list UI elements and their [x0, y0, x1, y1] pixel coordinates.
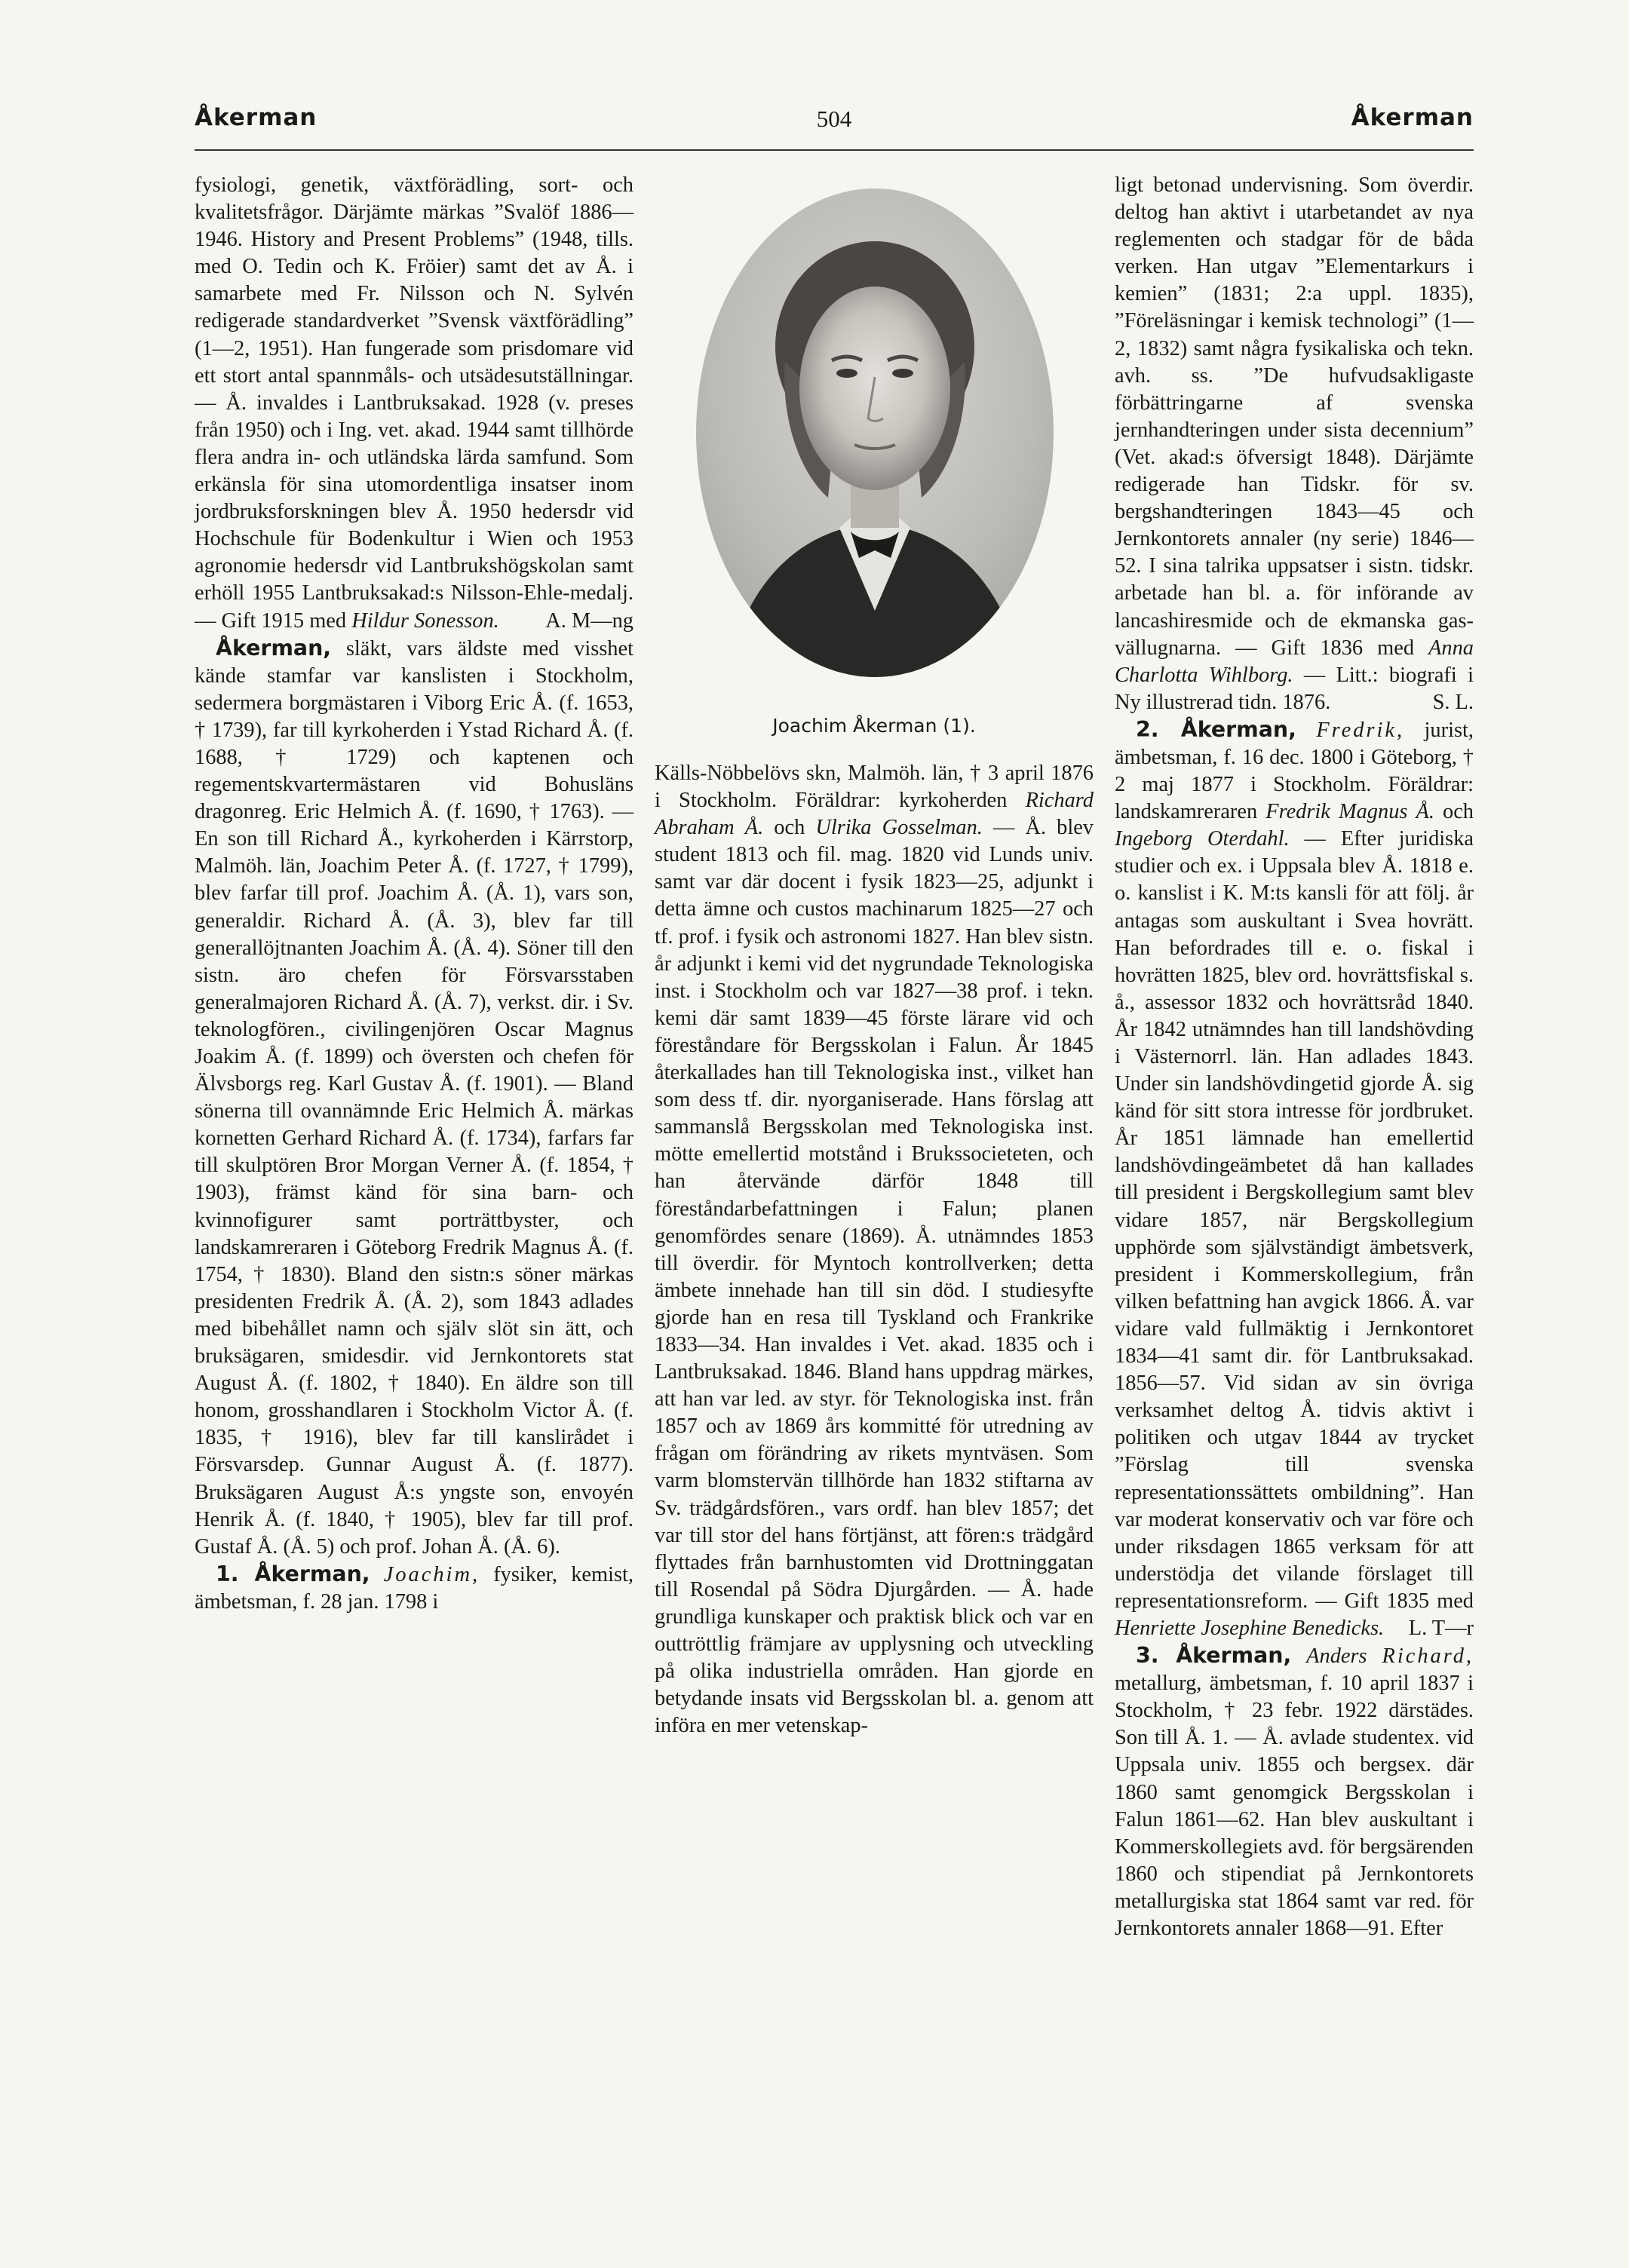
entry-given-name: Richard, — [1382, 1644, 1474, 1669]
page-number: 504 — [816, 106, 852, 132]
paragraph-text: släkt, vars äldste med visshet kände stamfar var kanslisten i Stockholm, sedermera borgmästaren i Viborg Eric Å. (f. 1653, † 1739), far till kyrkoherden i Ystad Richard Å. (f. 1688, † 1729) och kaptenen och regementskvartermästaren vid Bohusläns dragonreg. Eric Helmich Å. (f. 1690, † 1763). — En son till Richard Å., kyrkoherden i Kärrstorp, Malmöh. län, Joachim Peter Å. (f. 1727, † 1799), blev farfar till prof. Joachim Å. (Å. 1), vars son, generaldir. Richard Å. (Å. 3), blev far till generallöjtnanten Joachim Å. (Å. 4). Söner till den sistn. äro chefen för Försvarsstaben generalmajoren Richard Å. (Å. 7), verkst. dir. i Sv. teknologfören., civilingenjören Oscar Magnus Joakim Å. (f. 1899) och översten och chefen för Älvsborgs reg. Karl Gustav Å. (f. 1901). — Bland sönerna till ovannämnde Eric Helmich Å. märkas kornetten Gerhard Richard Å. (f. 1734), farfars far till skulptören Bror Morgan Verner Å. (f. 1854, † 1903), främst känd för sina barn- och kvinnofigurer samt porträttbyster, och landskamreraren i Göteborg Fredrik Magnus Å. (f. 1754, † 1830). Bland den sistn:s söner märkas presidenten Fredrik Å. (Å. 2), som 1843 adlades med bibehållet namn och själv slöt sin ätt, och bruksägaren, smidesdir. vid Jernkontorets stat August Å. (f. 1802, † 1840). En äldre son till honom, grosshandlaren i Stockholm Victor Å. (f. 1835, † 1916), blev far till kanslirådet i Försvarsdep. Gunnar August Å. (f. 1877). Bruksägaren August Å:s yngste son, envoyén Henrik Å. (f. 1840, † 1905), blev far till prof. Gustaf Å. (Å. 5) och prof. Johan Å. (Å. 6). — [195, 636, 634, 1558]
family-entry — [195, 635, 634, 1561]
entry-headword: 1. Åkerman, — [216, 1561, 370, 1586]
entry-3-start — [1115, 1642, 1474, 1942]
paragraph-text: — Litt.: biografi i Ny illustrerad tidn. 1876. — [1115, 663, 1474, 714]
paragraph-text: och — [1434, 800, 1474, 824]
paragraph-text: fysiker, kemist, ämbetsman, f. 28 jan. 1798 i — [195, 1562, 634, 1614]
entry-1-conclusion — [1115, 172, 1474, 716]
spouse-name: Henriette Josephine Benedicks. — [1115, 1616, 1385, 1640]
portrait-figure — [655, 175, 1094, 748]
entry-headword: 2. Åkerman, — [1136, 716, 1296, 742]
father-name: Richard Abraham Å. — [655, 789, 1094, 840]
middle-column — [655, 760, 1094, 1739]
paragraph-text: ligt betonad undervisning. Som överdir. deltog han aktivt i utarbetandet av nya reglementen och stadgar för de båda verken. Han utgav ”Elementarkurs i kemien” (1831; 2:a uppl. 1835), ”Föreläsningar i kemisk technologi” (1—2, 1832) samt några fysikaliska och tekn. avh. ss. ”De hufvudsakligaste förbättringarne af svenska jernhandteringen under sista decennium” (Vet. akad:s öfversigt 1848). Därjämte redigerade han Tidskr. för sv. bergshandteringen 1843—45 och Jernkontorets annaler (ny serie) 1846—52. I sina talrika uppsatser i sistn. tidskr. arbetade han bl. a. för införande av lancashiresmide och de ekmanska gas-vällugnarna. — Gift 1836 med — [1115, 173, 1474, 660]
spouse-name: Anna Charlotta Wihlborg. — [1115, 636, 1474, 687]
paragraph-text: fysiologi, genetik, växtförädling, sort- och kvalitetsfrågor. Därjämte märkas ”Svalöf 1886—1946. History and Present Problems” (1948, tills. med O. Tedin och K. Fröier) samt det av Å. i samarbete med Fr. Nilsson och N. Sylvén redigerade standardverket ”Svensk växtförädling” (1—2, 1951). Han fungerade som prisdomare vid ett stort antal spannmåls- och utsädesutställningar. — Å. invaldes i Lantbruksakad. 1928 (v. preses från 1950) och i Ing. vet. akad. 1944 samt tillhörde flera andra in- och utländska lärda samfund. Som erkänsla för sina utomordentliga insatser inom jordbruksforskningen blev Å. 1950 hedersdr vid Hochschule für Bodenkultur i Wien och 1953 agronomie hedersdr vid Lantbrukshögskolan samt erhöll 1955 Lantbruksakad:s Nilsson-Ehle-medalj. — Gift 1915 med — [195, 173, 634, 633]
left-column — [195, 172, 634, 1616]
mother-name: Ulrika Gosselman. — [815, 816, 983, 840]
paragraph-continuation — [195, 172, 634, 635]
header-right-word: Åkerman — [1351, 104, 1474, 131]
entry-headword: 3. Åkerman, — [1136, 1643, 1292, 1669]
running-header — [195, 104, 1474, 140]
paragraph-text: och — [763, 816, 816, 840]
author-signature: L. T—r — [1408, 1616, 1474, 1640]
header-rule — [195, 149, 1474, 151]
author-signature: A. M—ng — [545, 608, 634, 633]
paragraph-text: Källs-Nöbbelövs skn, Malmöh. län, † 3 april 1876 i Stockholm. Föräldrar: kyrkoherden — [655, 762, 1094, 813]
mother-name: Ingeborg Oterdahl. — [1115, 827, 1290, 851]
header-left-word: Åkerman — [195, 104, 318, 131]
paragraph-text: metallurg, ämbetsman, f. 10 april 1837 i Stockholm, † 23 febr. 1922 därstädes. Son till Å. 1. — Å. avlade studentex. vid Uppsala univ. 1855 och bergsex. där 1860 samt genomgick Bergsskolan i Falun 1861—62. Han blev auskultant i Kommerskollegiets avd. för bergsärenden 1860 och stipendiat på Jernkontorets metallurgiska stat 1864 samt var red. för Jernkontorets annaler 1868—91. Efter — [1115, 1672, 1474, 1940]
entry-1-body — [655, 760, 1094, 1739]
entry-given-name: Anders — [1306, 1644, 1382, 1669]
entry-given-name: Fredrik, — [1316, 718, 1405, 742]
right-column — [1115, 172, 1474, 1942]
entry-2 — [1115, 716, 1474, 1642]
entry-headword: Åkerman, — [216, 635, 332, 660]
portrait-caption: Joachim Åkerman (1). — [772, 715, 976, 737]
portrait-image — [696, 188, 1054, 677]
paragraph-text: jurist, ämbetsman, f. 16 dec. 1800 i Göteborg, † 2 maj 1877 i Stockholm. Föräldrar: landskamreraren — [1115, 718, 1474, 824]
entry-1-start — [195, 1561, 634, 1616]
father-name: Fredrik Magnus Å. — [1265, 800, 1434, 824]
paragraph-text: — Efter juridiska studier och ex. i Uppsala blev Å. 1818 e. o. kanslist i K. M:ts kansli för att följ. år antagas som auskultant i Svea hovrätt. Han befordrades till e. o. fiskal i hovrätten 1825, blev ord. hovrättsfiskal s. å., assessor 1832 och hovrättsråd 1840. År 1842 utnämndes han till landshövding i Västernorrl. län. Han adlades 1843. Under sin landshövdingetid gjorde Å. sig känd för sitt stora intresse för jordbruket. År 1851 lämnade han emellertid landshövdingeämbetet då han kallades till president i Bergskollegium samt blev vidare 1857, när Bergskollegium upphörde som självständigt ämbetsverk, president i Kommerskollegium, från vilken befattning han avgick 1866. Å. var vidare vald fullmäktig i Jernkontoret 1834—41 samt dir. för Lantbruksakad. 1856—57. Vid sidan av sin övriga verksamhet deltog Å. tidvis aktivt i politiken och utgav 1844 av trycket ”Förslag till svenska representationssättets ombildning”. Han var moderat konservativ och var före och under riksdagen 1865 verksam för att understödja det vilande förslaget till representationsreform. — Gift 1835 med — [1115, 827, 1474, 1613]
author-signature: S. L. — [1432, 690, 1474, 714]
entry-given-name: Joachim, — [383, 1562, 480, 1586]
paragraph-text: — Å. blev student 1813 och fil. mag. 1820 vid Lunds univ. samt var där docent i fysik 1823—25, adjunkt i detta ämne och custos machinarum 1825—27 och tf. prof. i fysik och astronomi 1827. Han blev sistn. år adjunkt i kemi vid det nygrundade Teknologiska inst. i Stockholm och var 1827—38 prof. i tekn. kemi där samt 1839—45 förste lärare vid och föreståndare för Bergsskolan i Falun. År 1845 återkallades han till Teknologiska inst., vilket han som dess tf. dir. nyorganiserade. Hans förslag att sammanslå Bergsskolan med Teknologiska inst. mötte emellertid motstånd i Brukssocieteten, och han återvände därför 1848 till föreståndarbefattningen i Falun; planen genomfördes senare (1869). Å. utnämndes 1853 till överdir. för Myntoch kontrollverken; detta ämbete innehade han till sin död. I studiesyfte gjorde han en resa till Tyskland och Frankrike 1833—34. Han invaldes i Vet. akad. 1835 och i Lantbruksakad. 1846. Bland hans uppdrag märkes, att han var led. av styr. för Teknologiska inst. från 1857 och av 1869 års kommitté för utredning av frågan om förändring av rikets myntväsen. Som varm blomstervän tillhörde han 1832 stiftarna av Sv. trädgårdsfören., vars ordf. han blev 1857; det var till stor del hans förtjänst, att fören:s trädgård flyttades från barnhustomten vid Drottninggatan till Rosendal på Södra Djurgården. — Å. hade grundliga kunskaper och praktisk blick och var en outtröttlig främjare av upplysning och utveckling på olika industriella områden. Han gjorde en betydande insats vid Bergsskolan bl. a. genom att införa en mer vetenskap- — [655, 816, 1094, 1738]
spouse-name: Hildur Sonesson. — [351, 608, 499, 633]
